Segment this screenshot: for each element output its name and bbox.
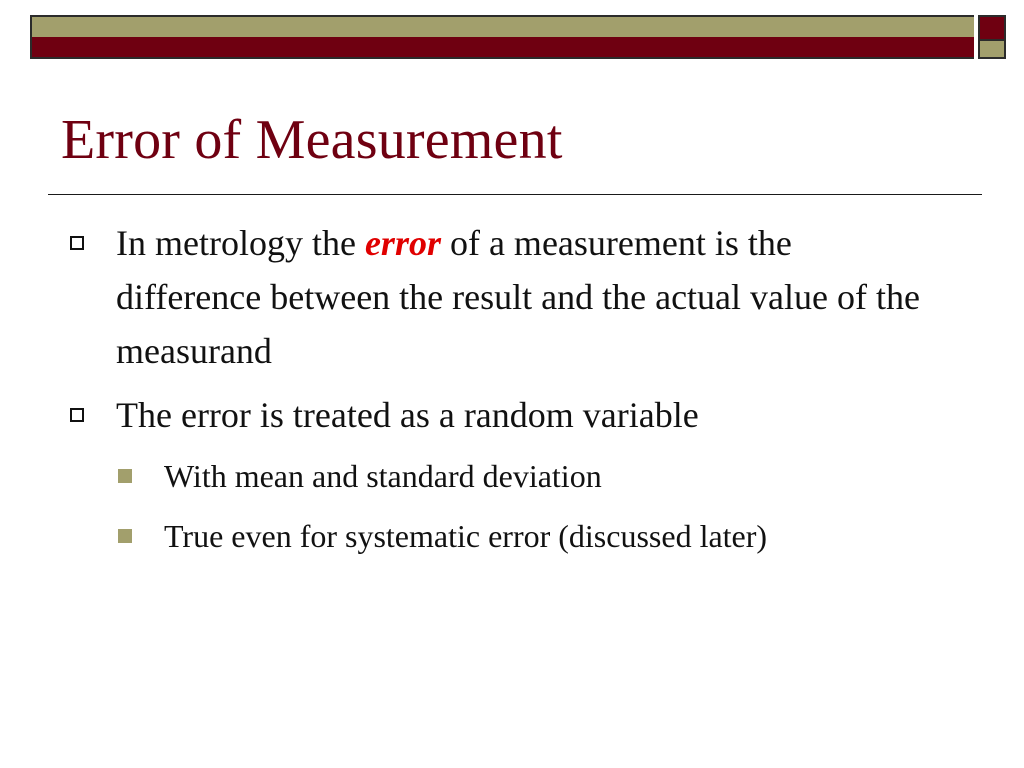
corner-olive-block — [978, 41, 1006, 59]
title-divider — [48, 194, 982, 195]
filled-square-icon — [118, 529, 132, 543]
bullet-2-text: The error is treated as a random variable — [116, 395, 699, 435]
sub-bullet-2-text: True even for systematic error (discussed later) — [164, 518, 768, 554]
sub-bullet-1-text: With mean and standard deviation — [164, 458, 602, 494]
bullet-1-emphasis: error — [364, 223, 441, 263]
bullet-1-post: of a measurement is the difference between the result and the actual value of the measurand — [116, 223, 920, 371]
slide-title: Error of Measurement — [61, 109, 563, 171]
bullet-1-pre: In metrology the — [116, 223, 365, 263]
corner-maroon-block — [978, 15, 1006, 41]
bullet-1-text — [116, 216, 936, 378]
header-olive-stripe — [30, 15, 974, 37]
header-stripes — [30, 15, 974, 59]
filled-square-icon — [118, 469, 132, 483]
hollow-square-icon — [70, 408, 84, 422]
hollow-square-icon — [70, 236, 84, 250]
header-maroon-stripe — [30, 37, 974, 59]
